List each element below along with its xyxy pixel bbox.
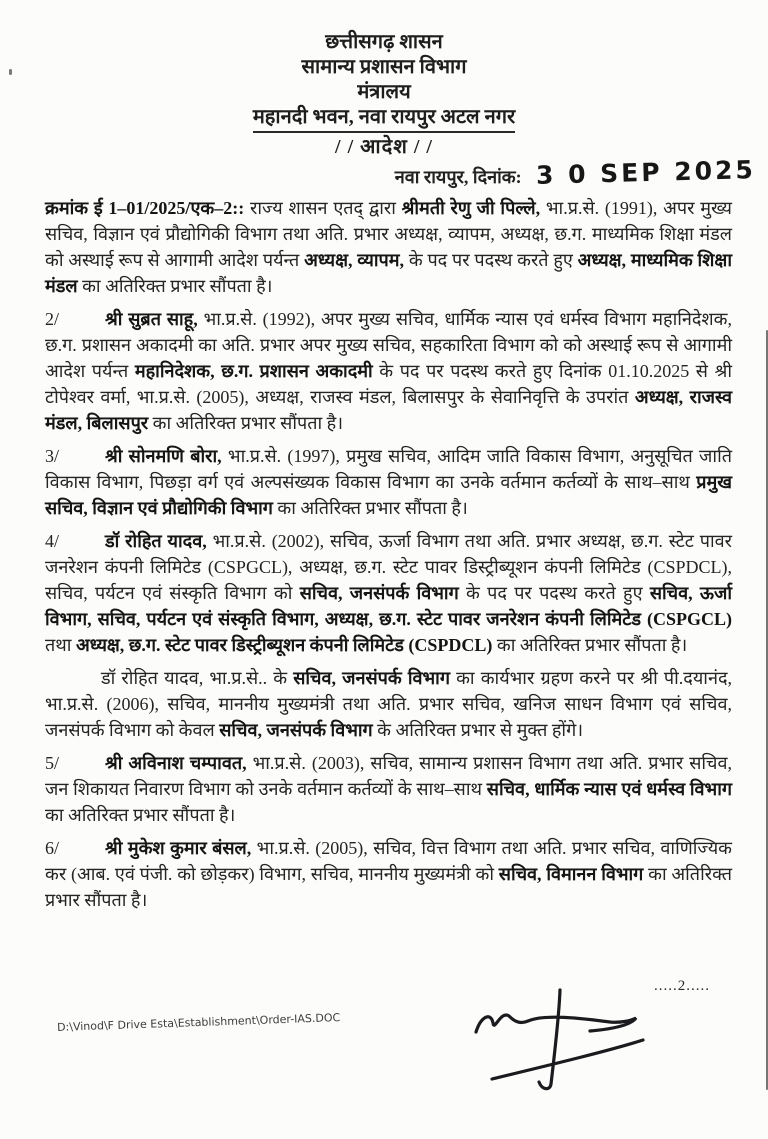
- paragraph-2: [45, 306, 732, 436]
- text-segment: अध्यक्ष, माध्यमिक शिक्षा मंडल: [45, 250, 732, 296]
- footer-file-path: D:\Vinod\F Drive Esta\Establishment\Order-IAS.DOC: [56, 1011, 341, 1034]
- paragraph-5: [45, 750, 732, 828]
- text-segment: सचिव, विमानन विभाग: [498, 864, 644, 884]
- text-segment: का अतिरिक्त प्रभार सौंपता है।: [148, 413, 344, 433]
- header-dept: सामान्य प्रशासन विभाग: [301, 56, 467, 78]
- text-segment: के पद पर पदस्थ करते हुए: [404, 250, 578, 270]
- text-segment: का अतिरिक्त प्रभार सौंपता है।: [272, 498, 468, 518]
- dateline: [0, 155, 768, 190]
- paragraph-number: 5/: [45, 753, 60, 773]
- date-stamp: 3 0 SEP 2025: [535, 155, 757, 190]
- page-indicator: .....2.....: [654, 978, 710, 994]
- text-segment: सचिव, जनसंपर्क विभाग: [299, 583, 459, 603]
- paragraph-number: 2/: [45, 309, 60, 329]
- text-segment: महानिदेशक, छ.ग. प्रशासन अकादमी: [134, 361, 373, 381]
- text-segment: श्री सोनमणि बोरा,: [105, 446, 222, 466]
- text-segment: श्री अविनाश चम्पावत,: [105, 753, 247, 773]
- text-segment: डॉ रोहित यादव, भा.प्र.से.. के: [101, 668, 294, 688]
- text-segment: श्री मुकेश कुमार बंसल,: [105, 838, 252, 858]
- text-segment: के पद पर पदस्थ करते हुए दिनांक 01.10.2025 से श्री टोपेश्वर वर्मा, भा.प्र.से. (2005), अध्यक्ष, राजस्व मंडल, बिलासपुर के सेवानिवृत्ति के उपरांत: [45, 361, 732, 407]
- text-segment: के अतिरिक्त प्रभार से मुक्त होंगे।: [372, 720, 584, 740]
- paragraph-6: [45, 835, 732, 913]
- header-ministry: मंत्रालय: [357, 81, 411, 103]
- text-segment: राज्य शासन एतद् द्वारा: [249, 198, 402, 218]
- text-segment: अध्यक्ष, छ.ग. स्टेट पावर डिस्ट्रीब्यूशन कंपनी लिमिटेड (CSPDCL): [75, 635, 493, 655]
- signature: [462, 980, 662, 1092]
- text-segment: अध्यक्ष, राजस्व मंडल, बिलासपुर: [45, 387, 732, 433]
- dateline-place-label: नवा रायपुर, दिनांक:: [394, 167, 522, 187]
- text-segment: भा.प्र.से. (2002), सचिव, ऊर्जा विभाग तथा अति. प्रभार अध्यक्ष, छ.ग. स्टेट पावर जनरेशन कंपनी लिमिटेड (CSPGCL), अध्यक्ष, छ.ग. स्टेट पावर डिस्ट्रीब्यूशन कंपनी लिमिटेड (CSPDCL), सचिव, पर्यटन एवं संस्कृति विभाग को: [45, 531, 732, 603]
- text-segment: भा.प्र.से. (1991), अपर मुख्य सचिव, विज्ञान एवं प्रौद्योगिकी विभाग तथा अति. प्रभार अध्यक्ष, व्यापम, अध्यक्ष, छ.ग. माध्यमिक शिक्षा मंडल को अस्थाई रूप से आगामी आदेश पर्यन्त: [45, 198, 732, 270]
- text-segment: सचिव, ऊर्जा विभाग, सचिव, पर्यटन एवं संस्कृति विभाग, अध्यक्ष, छ.ग. स्टेट पावर जनरेशन कंपनी लिमिटेड (CSPGCL): [45, 583, 733, 629]
- text-segment: सचिव, जनसंपर्क विभाग: [219, 720, 373, 740]
- text-segment: का अतिरिक्त प्रभार सौंपता है।: [45, 805, 236, 825]
- text-segment: क्रमांक ई 1–01/2025/एक–2::: [45, 198, 250, 218]
- text-segment: डॉ रोहित यादव,: [105, 531, 207, 551]
- paragraph-4a: [45, 665, 732, 743]
- scan-artifact-speck: [9, 69, 12, 75]
- text-segment: भा.प्र.से. (1997), प्रमुख सचिव, आदिम जाति विकास विभाग, अनुसूचित जाति विकास विभाग, पिछड़ा वर्ग एवं अल्पसंख्यक विकास विभाग का उनके वर्तमान कर्तव्यों के साथ–साथ: [45, 446, 732, 492]
- document-body: [45, 195, 732, 913]
- text-segment: सचिव, धार्मिक न्यास एवं धर्मस्व विभाग: [486, 779, 732, 799]
- text-segment: भा.प्र.से. (1992), अपर मुख्य सचिव, धार्मिक न्यास एवं धर्मस्व विभाग महानिदेशक, छ.ग. प्रशासन अकादमी का अति. प्रभार अपर मुख्य सचिव, सहकारिता विभाग को को अस्थाई रूप से आगामी आदेश पर्यन्त: [45, 309, 732, 381]
- paragraph-number: 6/: [45, 838, 60, 858]
- text-segment: के पद पर पदस्थ करते हुए: [458, 583, 650, 603]
- text-segment: भा.प्र.से. (2005), सचिव, वित्त विभाग तथा अति. प्रभार सचिव, वाणिज्यिक कर (आब. एवं पंजी. को छोड़कर) विभाग, सचिव, माननीय मुख्यमंत्री को: [45, 838, 732, 884]
- header-org: छत्तीसगढ़ शासन: [325, 31, 443, 53]
- text-segment: भा.प्र.से. (2003), सचिव, सामान्य प्रशासन विभाग तथा अति. प्रभार सचिव, जन शिकायत निवारण विभाग को उनके वर्तमान कर्तव्यों के साथ–साथ: [45, 753, 732, 799]
- text-segment: श्री सुब्रत साहू,: [105, 309, 198, 329]
- text-segment: का अतिरिक्त प्रभार सौंपता है।: [45, 864, 732, 910]
- signature-icon: [462, 980, 662, 1092]
- paragraph-number: 3/: [45, 446, 60, 466]
- paragraph-4: [45, 528, 732, 658]
- text-segment: प्रमुख सचिव, विज्ञान एवं प्रौद्योगिकी विभाग: [45, 472, 732, 518]
- order-title: / / आदेश / /: [335, 136, 433, 158]
- text-segment: सचिव, जनसंपर्क विभाग: [293, 668, 450, 688]
- text-segment: श्रीमती रेणु जी पिल्ले,: [401, 198, 541, 218]
- text-segment: का कार्यभार ग्रहण करने पर श्री पी.दयानंद, भा.प्र.से. (2006), सचिव, माननीय मुख्यमंत्री तथा अति. प्रभार सचिव, खनिज साधन विभाग एवं सचिव, जनसंपर्क विभाग को केवल: [45, 668, 733, 740]
- text-segment: का अतिरिक्त प्रभार सौंपता है।: [77, 276, 273, 296]
- text-segment: तथा: [45, 635, 76, 655]
- text-segment: अध्यक्ष, व्यापम,: [304, 250, 405, 270]
- header-address: महानदी भवन, नवा रायपुर अटल नगर: [253, 105, 515, 133]
- document-header: [0, 0, 768, 160]
- paragraph-1: [45, 195, 732, 299]
- paragraph-3: [45, 443, 732, 521]
- text-segment: का अतिरिक्त प्रभार सौंपता है।: [492, 635, 688, 655]
- paragraph-number: 4/: [45, 531, 60, 551]
